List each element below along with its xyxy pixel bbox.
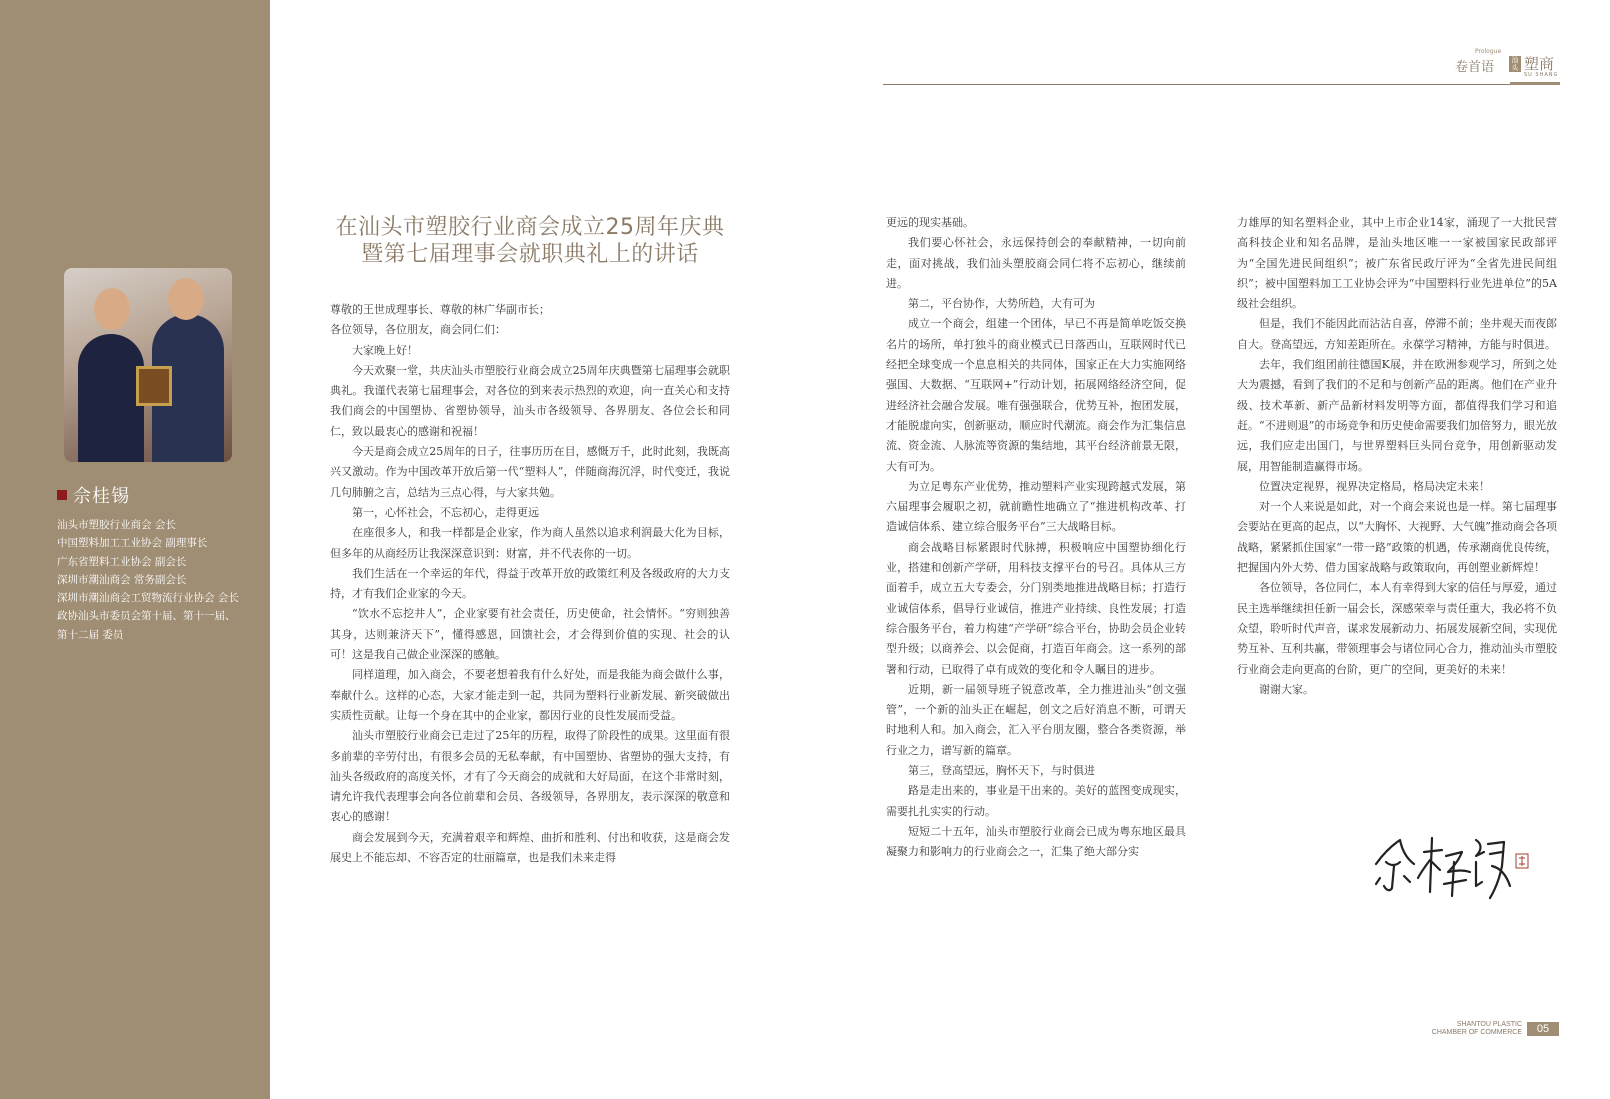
footer-line: SHANTOU PLASTIC [1456,1021,1522,1028]
footer-line: CHAMBER OF COMMERCE [1431,1029,1522,1036]
section-label-en: Prologue [1475,48,1502,55]
paragraph-continued: 更远的现实基础。 [886,216,974,229]
award-plaque [136,366,172,406]
author-title: 广东省塑料工业协会 副会长 [57,555,187,568]
paragraph: 为立足粤东产业优势，推动塑料产业实现跨越式发展，第六届理事会履职之初，就前瞻性地确立了“推进机构改革、打造诚信体系、建立综合服务平台”三大战略目标。 [886,479,1186,534]
brand-text-en: SU SHANG [1524,72,1559,78]
paragraph-continued: 力雄厚的知名塑料企业，其中上市企业14家，涌现了一大批民营高科技企业和知名品牌，是汕头地区唯一一家被国家民政部评为“全国先进民间组织”；被广东省民政厅评为“全省先进民间组织”；被中国塑料加工工业协会评为“中国塑料行业先进单位”的5A级社会组织。 [1237,216,1557,311]
paragraph: 对一个人来说是如此，对一个商会来说也是一样。第七届理事会要站在更高的起点，以“大胸怀、大视野、大气魄”推动商会各项战略，紧紧抓住国家“一带一路”政策的机遇，传承潮商优良传统，把握国内外大势、借力国家战略与政策取向，再创塑业新辉煌！ [1237,500,1557,575]
article-title [310,214,750,268]
paragraph: 汕头市塑胶行业商会已走过了25年的历程，取得了阶段性的成果。这里面有很多前辈的辛劳付出，有很多会员的无私奉献，有中国塑协、省塑协的强大支持，有汕头各级政府的高度关怀，才有了今天商会的成就和大好局面，在这个非常时刻，请允许我代表理事会向各位前辈和会员、各级领导，各界朋友，表示深深的敬意和衷心的感谢！ [330,729,730,824]
author-title: 深圳市潮汕商会 常务副会长 [57,573,187,586]
author-title: 汕头市塑胶行业商会 会长 [57,519,176,531]
title-line: 在汕头市塑胶行业商会成立25周年庆典 [335,215,725,240]
handwritten-signature [1372,826,1532,906]
author-name: 佘桂锡 [73,486,130,507]
author-titles [57,516,272,644]
section-heading: 第二，平台协作，大势所趋，大有可为 [908,297,1095,311]
paragraph: 今天是商会成立25周年的日子，往事历历在目，感慨万千，此时此刻，我既高兴又激动。作为中国改革开放后第一代“塑料人”，伴随商海沉浮，时代变迁，我说几句肺腑之言，总结为三点心得，与大家共勉。 [330,445,730,499]
paragraph: 在座很多人，和我一样都是企业家，作为商人虽然以追求利润最大化为目标，但多年的从商经历让我深深意识到：财富，并不代表你的一切。 [330,526,730,560]
person-left-figure [78,334,144,462]
author-title: 政协汕头市委员会第十届、第十一届、 [57,610,236,623]
author-title: 中国塑料加工工业协会 副理事长 [57,537,208,550]
paragraph: 但是，我们不能因此而沾沾自喜，停滞不前；坐井观天而夜郎自大。登高望远，方知差距所在。永葆学习精神，方能与时俱进。 [1237,317,1557,351]
paragraph: 同样道理，加入商会，不要老想着我有什么好处，而是我能为商会做什么事，奉献什么。这样的心态，大家才能走到一起，共同为塑料行业新发展、新突破做出实质性贡献。让每一个身在其中的企业家，都因行业的良性发展而受益。 [330,668,730,722]
paragraph: 谢谢大家。 [1259,682,1314,696]
section-label-text: 卷首语 [1455,60,1495,75]
person-left-head [94,288,130,330]
author-name-block [57,482,130,508]
header-divider [883,84,1559,85]
text-column-1 [330,300,730,868]
paragraph: “饮水不忘挖井人”，企业家要有社会责任，历史使命，社会情怀。“穷则独善其身，达则兼济天下”，懂得感恩，回馈社会，才会得到价值的实现、社会的认可！这是我自己做企业深深的感触。 [330,607,730,662]
paragraph: 路是走出来的，事业是干出来的。美好的蓝图变成现实，需要扎扎实实的行动。 [886,784,1186,818]
brand-mark-icon: 汕头 [1509,56,1521,72]
paragraph: 我们要心怀社会，永远保持创会的奉献精神，一切向前走，面对挑战，我们汕头塑胶商会同仁将不忘初心，继续前进。 [886,236,1186,290]
salutation: 各位领导，各位朋友，商会同仁们： [330,323,506,337]
paragraph: 今天欢聚一堂，共庆汕头市塑胶行业商会成立25周年庆典暨第七届理事会就职典礼。我谨代表第七届理事会，对各位的到来表示热烈的欢迎，向一直关心和支持我们商会的中国塑协、省塑协领导，汕头市各级领导、各界朋友、各位会长和同仁，致以最衷心的感谢和祝福！ [330,363,730,438]
author-title: 深圳市潮汕商会工贸物流行业协会 会长 [57,592,239,605]
paragraph: 商会战略目标紧跟时代脉搏，积极响应中国塑协细化行业，搭建和创新产学研，用科技支撑平台的号召。具体从三方面着手，成立五大专委会，分门别类地推进战略目标；打造行业诚信体系，倡导行业诚信，推进产业持续、良性发展；打造综合服务平台，着力构建“产学研”综合平台，协助会员企业转型升级；以商养会、以会促商，打造百年商会。这一系列的部署和行动，已取得了卓有成效的变化和令人瞩目的进步。 [886,540,1186,676]
section-heading: 第一，心怀社会，不忘初心，走得更远 [352,505,539,519]
section-heading: 第三，登高望远，胸怀天下，与时俱进 [908,764,1095,778]
title-line: 暨第七届理事会就职典礼上的讲话 [361,242,699,267]
paragraph: 大家晚上好！ [352,343,418,357]
sidebar-panel [0,0,270,1099]
paragraph: 商会发展到今天，充满着艰辛和辉煌、曲折和胜利、付出和收获，这是商会发展史上不能忘却、不容否定的壮丽篇章，也是我们未来走得 [330,830,730,865]
salutation: 尊敬的王世成理事长、尊敬的林广华副市长； [330,303,550,316]
paragraph: 各位领导，各位同仁，本人有幸得到大家的信任与厚爱，通过民主选举继续担任新一届会长，深感荣幸与责任重大，我必将不负众望，聆听时代声音，谋求发展新动力、拓展发展新空间，实现优势互补、互利共赢，带领理事会与诸位同心合力，推动汕头市塑胶行业商会走向更高的台阶，更广的空间，更美好的未来！ [1237,581,1557,676]
paragraph: 去年，我们组团前往德国K展，并在欧洲参观学习，所到之处大为震撼，看到了我们的不足和与创新产品的距离。他们在产业升级、技术革新、新产品新材料发明等方面，都值得我们学习和追赶。“不进则退”的市场竞争和历史使命需要我们加倍努力，眼光放远，我们应走出国门，与世界塑料巨头同台竞争，用创新驱动发展，用智能制造赢得市场。 [1237,358,1557,473]
author-title: 第十二届 委员 [57,628,124,641]
square-marker-icon [57,490,67,500]
paragraph: 成立一个商会，组建一个团体，早已不再是简单吃饭交换名片的场所，单打独斗的商业模式已日落西山，互联网时代已经把全球变成一个息息相关的共同体，国家正在大力实施网络强国、大数据、“互联网+”行动计划，拓展网络经济空间，促进经济社会融合发展。唯有强强联合，优势互补，抱团发展，才能脱虚向实，创新驱动，顺应时代潮流。商会作为汇集信息流、资金流、人脉流等资源的集结地，其平台经济前景无限，大有可为。 [886,317,1186,473]
paragraph: 我们生活在一个幸运的年代，得益于改革开放的政策红利及各级政府的大力支持，才有我们企业家的今天。 [330,566,730,601]
text-column-3 [1237,213,1557,700]
brand-text: 塑商 [1524,55,1555,73]
paragraph: 近期，新一届领导班子锐意改革，全力推进汕头“创文强管”，一个新的汕头正在崛起，创文之后好消息不断，可谓天时地利人和。加入商会，汇入平台朋友圈，整合各类资源，举行业之力，谱写新的篇章。 [886,682,1186,757]
header-accent-bar [1510,82,1560,85]
paragraph: 短短二十五年，汕头市塑胶行业商会已成为粤东地区最具凝聚力和影响力的行业商会之一，汇集了绝大部分实 [886,824,1186,859]
text-column-2 [886,213,1186,863]
person-right-head [168,278,204,320]
paragraph: 位置决定视界，视界决定格局，格局决定未来！ [1259,479,1490,493]
section-label [1455,48,1502,75]
magazine-brand [1524,53,1558,78]
page-number: 05 [1527,1022,1559,1036]
publisher-footer [1420,1021,1522,1037]
portrait-photo [64,268,232,462]
